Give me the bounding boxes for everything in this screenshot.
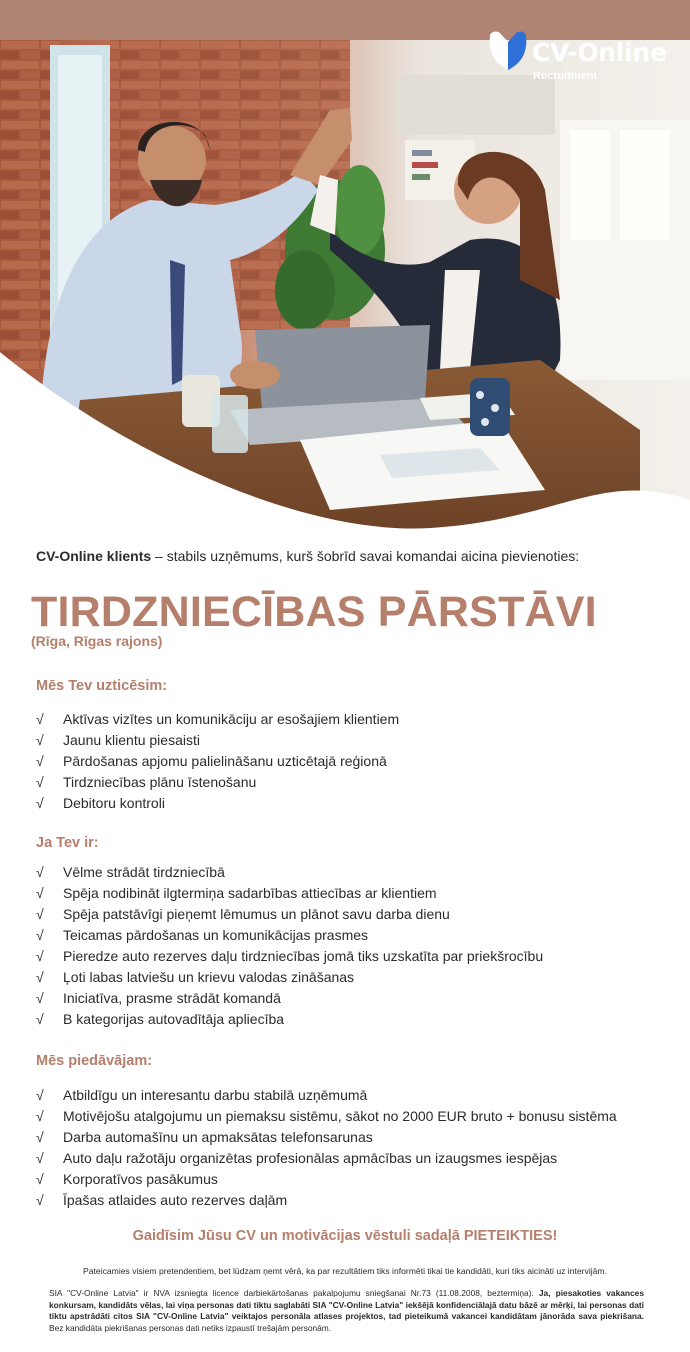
list-item: √ Atbildīgu un interesantu darbu stabilā uzņēmumā: [36, 1085, 617, 1106]
list-item: √ Korporatīvos pasākumus: [36, 1169, 617, 1190]
check-icon: √: [36, 990, 44, 1006]
check-icon: √: [36, 1129, 44, 1145]
check-icon: √: [36, 753, 44, 769]
intro-text: – stabils uzņēmums, kurš šobrīd savai komandai aicina pievienoties:: [151, 548, 580, 564]
section-heading-offer: Mēs piedāvājam:: [36, 1053, 153, 1069]
list-item: √ Spēja patstāvīgi pieņemt lēmumus un plānot savu darba dienu: [36, 904, 543, 925]
check-icon: √: [36, 1171, 44, 1187]
intro-company: CV-Online klients: [36, 548, 152, 564]
check-icon: √: [36, 795, 44, 811]
list-item: √ Jaunu klientu piesaisti: [36, 730, 399, 751]
list-item: √ Īpašas atlaides auto rezerves daļām: [36, 1190, 617, 1211]
check-icon: √: [36, 927, 44, 943]
requirements-list: [36, 862, 543, 1030]
list-item: √ Pārdošanas apjomu palielināšanu uzticētajā reģionā: [36, 751, 399, 772]
list-item: √ Auto daļu ražotāju organizētas profesionālas apmācības un izaugsmes iespējas: [36, 1148, 617, 1169]
intro-line: [36, 548, 579, 564]
list-item: √ Spēja nodibināt ilgtermiņa sadarbības attiecības ar klientiem: [36, 883, 543, 904]
check-icon: √: [36, 1108, 44, 1124]
list-item: √ Teicamas pārdošanas un komunikācijas prasmes: [36, 925, 543, 946]
check-icon: √: [36, 885, 44, 901]
check-icon: √: [36, 969, 44, 985]
list-item: √ Ļoti labas latviešu un krievu valodas zināšanas: [36, 967, 543, 988]
section-heading-responsibilities: Mēs Tev uzticēsim:: [36, 678, 168, 694]
check-icon: √: [36, 1011, 44, 1027]
check-icon: √: [36, 948, 44, 964]
candidate-note: Pateicamies visiem pretendentiem, bet lūdzam ņemt vērā, ka par rezultātiem tiks informēti tikai tie kandidāti, kuri tiks aicināti uz intervijām.: [83, 1266, 607, 1276]
list-item: √ Pieredze auto rezerves daļu tirdzniecības jomā tiks uzskatīta par priekšrocību: [36, 946, 543, 967]
logo-name: CV-Online: [532, 38, 667, 67]
brand-logo: [486, 30, 666, 86]
logo-sub: Recruitment: [533, 70, 598, 82]
list-item: √ Debitoru kontroli: [36, 793, 399, 814]
check-icon: √: [36, 864, 44, 880]
check-icon: √: [36, 1192, 44, 1208]
job-title: TIRDZNIECĪBAS PĀRSTĀVI: [31, 588, 597, 636]
list-item: √ Motivējošu atalgojumu un piemaksu sistēmu, sākot no 2000 EUR bruto + bonusu sistēma: [36, 1106, 617, 1127]
job-location: (Rīga, Rīgas rajons): [31, 633, 163, 649]
check-icon: √: [36, 774, 44, 790]
logo-heart-icon: [486, 30, 530, 74]
list-item: √ Darba automašīnu un apmaksātas telefonsarunas: [36, 1127, 617, 1148]
list-item: √ B kategorijas autovadītāja apliecība: [36, 1009, 543, 1030]
apply-call-to-action: Gaidīsim Jūsu CV un motivācijas vēstuli sadaļā PIETEIKTIES!: [132, 1228, 558, 1244]
check-icon: √: [36, 732, 44, 748]
check-icon: √: [36, 1150, 44, 1166]
list-item: √ Vēlme strādāt tirdzniecībā: [36, 862, 543, 883]
responsibilities-list: [36, 709, 399, 814]
offer-list: [36, 1085, 617, 1211]
hero-banner: [0, 0, 690, 535]
list-item: √ Iniciatīva, prasme strādāt komandā: [36, 988, 543, 1009]
list-item: √ Tirdzniecības plānu īstenošanu: [36, 772, 399, 793]
check-icon: √: [36, 711, 44, 727]
check-icon: √: [36, 906, 44, 922]
list-item: √ Aktīvas vizītes un komunikāciju ar esošajiem klientiem: [36, 709, 399, 730]
section-heading-requirements: Ja Tev ir:: [36, 835, 99, 851]
check-icon: √: [36, 1087, 44, 1103]
legal-notice: SIA "CV-Online Latvia" ir NVA izsniegta licence darbiekārtošanas pakalpojumu sniegšanai Nr.73 (11.08.2008, beztermiņa). Ja, piesakoties vakances konkursam, kandidāts vēlas, lai viņa personas dati tiktu saglabāti SIA "CV-Online Latvia" iekšējā konfidenciālajā datu bāzē ar mērķi, lai personas dati tiktu apstrādāti citos SIA "CV-Online Latvia" veiktajos personāla atlases projektos, tad pieteikumā vakancei kandidātam jānorāda sava piekrišana. Bez kandidāta piekrišanas personas dati netiks izpaustī trešajām personām.: [49, 1288, 644, 1333]
